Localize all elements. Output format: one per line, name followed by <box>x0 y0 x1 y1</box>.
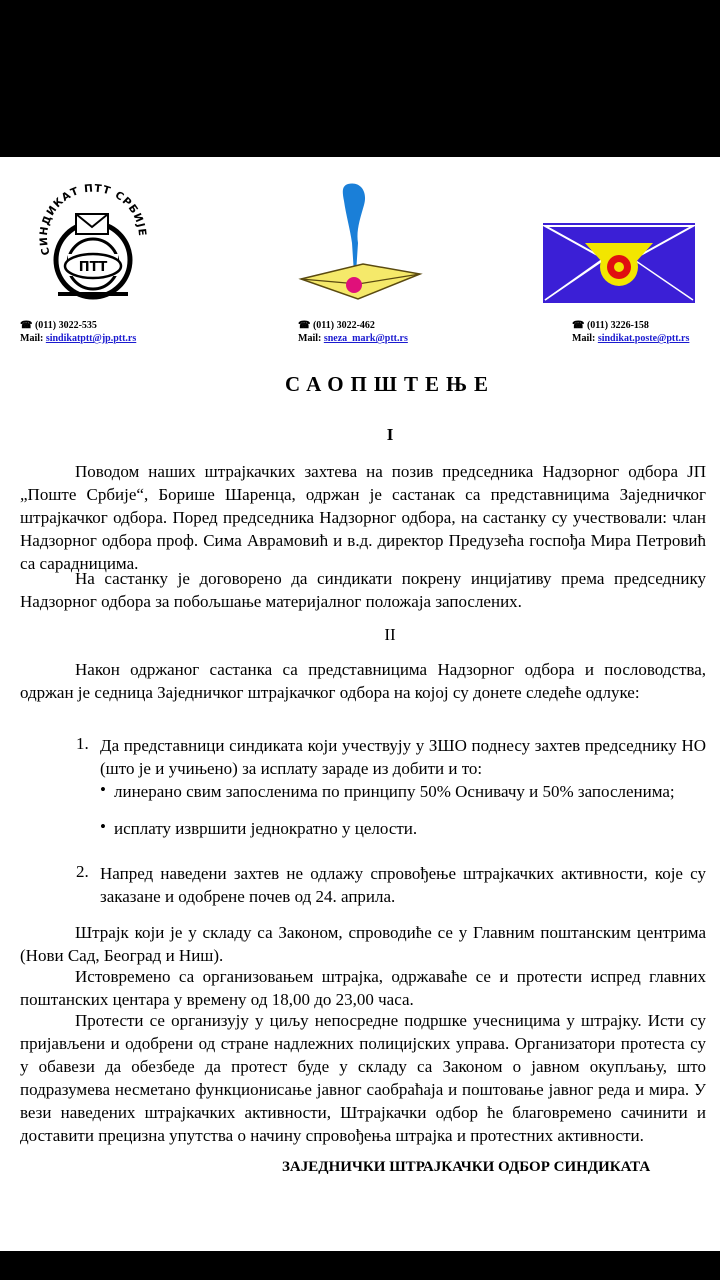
envelope-icon <box>76 214 108 234</box>
phone-text: ☎ (011) 3226-158 <box>572 320 649 331</box>
bullet-icon: • <box>100 780 106 799</box>
paragraph-2: На састанку је договорено да синдикати покрену инцијативу према председнику Надзорног одбора за побољшање материјалног положаја запослених. <box>20 569 706 611</box>
document-page <box>0 157 720 1251</box>
contact-block-2 <box>298 319 408 345</box>
bullet-text: исплату извршити једнократно у целости. <box>114 819 418 838</box>
quill-envelope-logo <box>298 179 423 304</box>
mail-label: Mail: <box>572 333 596 344</box>
list-item-1: Да представници синдиката који учествују у ЗШО поднесу захтев председнику НО (што је и учињено) за исплату зараде из добити и то: <box>100 736 706 778</box>
paragraph-4: Штрајк који је у складу са Законом, спроводиће се у Главним поштанским центрима (Нови Сад, Београд и Ниш). <box>20 923 706 965</box>
contact-block-1 <box>20 319 136 345</box>
list-item-2: Напред наведени захтев не одлажу спровођење штрајкачких активности, које су заказане и одобрене почев од 24. априла. <box>100 864 706 906</box>
list-number-2: 2. <box>76 862 89 881</box>
contact-block-3 <box>572 319 689 345</box>
paragraph-6: Протести се организују у циљу непосредне подршке учесницима у штрајку. Исти су пријављени и одобрени од стране надлежних полицијских управа. Организатори протеста су у обавези да обезбеде да протест буде у складу са Законом о јавном окупљању, што подразумева несметано функционисање јавног саобраћаја и поштовање јавног реда и мира. У вези наведених штрајкачких активности, Штрајкачки одбор ће благовремено сачинити и доставити прецизна упутства о начину спровођења штрајка и протестних активности. <box>20 1011 706 1145</box>
phone-text: ☎ (011) 3022-535 <box>20 320 97 331</box>
mail-label: Mail: <box>298 333 322 344</box>
wax-seal-icon <box>346 277 362 293</box>
section-heading-2: II <box>384 625 396 644</box>
section-heading-1: I <box>386 425 394 444</box>
document-title: САОПШТЕЊЕ <box>284 372 496 396</box>
paragraph-5: Истовремено са организовањем штрајка, одржаваће се и протести испред главних поштанских центара у времену од 18,00 до 23,00 часа. <box>20 967 706 1009</box>
list-number-1: 1. <box>76 734 89 753</box>
bullet-item-2 <box>114 817 706 840</box>
bullet-item-1 <box>114 780 706 803</box>
paragraph-3: Након одржаног састанка са представницима Надзорног одбора и пословодства, одржан је седница Заједничког штрајкачког одбора на којој су донете следеће одлуке: <box>20 660 706 702</box>
bullet-text: линерано свим запосленима по принципу 50% Оснивачу и 50% запосленима; <box>114 782 675 801</box>
logo-ring-text: СИНДИКАТ ПТТ СРБИЈЕ <box>37 184 149 257</box>
paragraph-1: Поводом наших штрајкачких захтева на позив председника Надзорног одбора ЈП „Поште Србије“, Борише Шаренца, одржан је састанак са представницима Заједничког штрајкачког одбора. Поред председника Надзорног одбора, на састанку су учествовали: члан Надзорног одбора проф. Сима Аврамовић и в.д. директор Предузећа госпођа Мира Петровић са сарадницима. <box>20 462 706 573</box>
signature-line: ЗАЈЕДНИЧКИ ШТРАЈКАЧКИ ОДБОР СИНДИКАТА <box>282 1159 651 1175</box>
phone-text: ☎ (011) 3022-462 <box>298 320 375 331</box>
union-logo <box>28 184 158 304</box>
email-link[interactable]: sneza_mark@ptt.rs <box>323 333 408 344</box>
bullet-icon: • <box>100 817 106 836</box>
email-link[interactable]: sindikat.poste@ptt.rs <box>597 333 690 344</box>
email-link[interactable]: sindikatptt@jp.ptt.rs <box>45 333 137 344</box>
post-horn-logo <box>543 223 695 303</box>
mail-label: Mail: <box>20 333 44 344</box>
logo-center-text: ПТТ <box>78 260 108 275</box>
